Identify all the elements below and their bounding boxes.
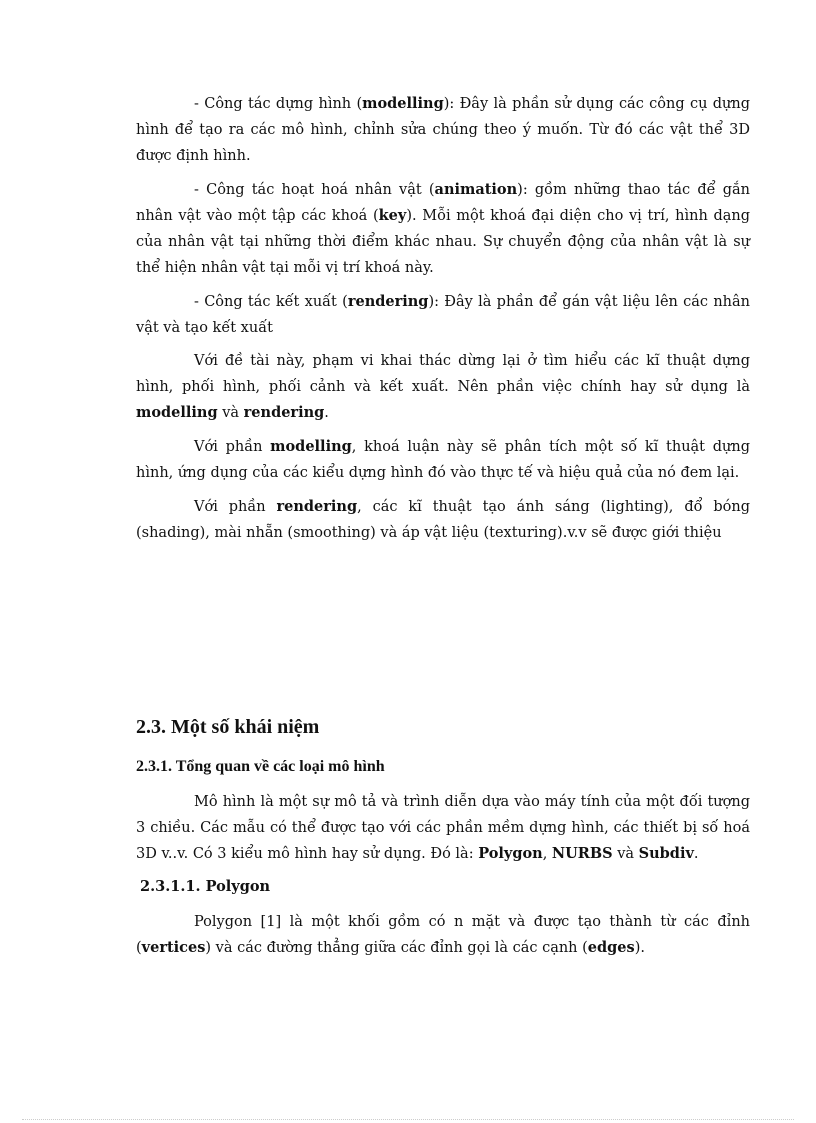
paragraph-text bbox=[136, 177, 750, 281]
paragraph-text bbox=[136, 434, 750, 486]
paragraph-model-overview bbox=[136, 789, 750, 867]
text-run: - Công tác kết xuất ( bbox=[194, 294, 348, 310]
paragraph-rendering-techniques bbox=[136, 494, 750, 546]
text-run: ) và các đường thẳng giữa các đỉnh gọi là các cạnh ( bbox=[205, 940, 588, 956]
text-run: và bbox=[217, 405, 244, 421]
text-run: , khoá luận này sẽ phân tích một số kĩ thuật dựng hình, ứng dụng của các kiểu dựng hình đó vào thực tế và hiệu quả của nó đem lại. bbox=[136, 439, 750, 481]
text-run: - Công tác dựng hình ( bbox=[194, 96, 363, 112]
bold-term: key bbox=[378, 207, 407, 224]
bold-term: edges bbox=[587, 939, 635, 956]
paragraph-rendering-task bbox=[136, 289, 750, 341]
text-run: . bbox=[693, 846, 699, 862]
text-run: , bbox=[542, 846, 552, 862]
paragraph-modelling-task bbox=[136, 91, 750, 169]
bold-term: rendering bbox=[276, 498, 358, 515]
paragraph-text bbox=[136, 494, 750, 546]
text-run: Với phần bbox=[194, 439, 271, 455]
bold-term: animation bbox=[434, 181, 518, 198]
text-run: Với phần bbox=[194, 499, 277, 515]
text-run: . bbox=[324, 405, 329, 421]
text-run: - Công tác hoạt hoá nhân vật ( bbox=[194, 182, 435, 198]
text-run: và bbox=[612, 846, 639, 862]
paragraph-text bbox=[136, 91, 750, 169]
bold-term: rendering bbox=[347, 293, 429, 310]
text-run: ): gồm những thao tác để gắn nhân vật vào một tập các khoá ( bbox=[136, 182, 751, 224]
text-run: Với đề tài này, phạm vi khai thác dừng lại ở tìm hiểu các kĩ thuật dựng hình, phối hình, phối cảnh và kết xuất. Nên phần việc chính hay sử dụng là bbox=[136, 353, 750, 395]
section-heading: 2.3. Một số khái niệm bbox=[136, 716, 320, 738]
paragraph-text bbox=[136, 348, 750, 426]
paragraph-scope bbox=[136, 348, 750, 426]
bold-term: Subdiv bbox=[638, 845, 694, 862]
text-run: Polygon [1] là một khối gồm có n mặt và được tạo thành từ các đỉnh ( bbox=[136, 914, 750, 956]
paragraph-text bbox=[136, 909, 750, 961]
page-bottom-divider bbox=[22, 1119, 794, 1120]
bold-term: modelling bbox=[270, 438, 352, 455]
text-run: , các kĩ thuật tạo ánh sáng (lighting), đổ bóng (shading), mài nhẵn (smoothing) và áp vật liệu (texturing).v.v sẽ được giới thiệu bbox=[136, 499, 750, 541]
text-run: ). Mỗi một khoá đại diện cho vị trí, hình dạng của nhân vật tại những thời điểm khác nhau. Sự chuyển động của nhân vật là sự thể hiện nhân vật tại mỗi vị trí khoá này. bbox=[136, 208, 750, 276]
paragraph-modelling-analysis bbox=[136, 434, 750, 486]
text-run: ): Đây là phần sử dụng các công cụ dựng hình để tạo ra các mô hình, chỉnh sửa chúng theo ý muốn. Từ đó các vật thể 3D được định hình. bbox=[136, 96, 750, 164]
bold-term: Polygon bbox=[478, 845, 543, 862]
bold-term: rendering bbox=[243, 404, 325, 421]
bold-term: NURBS bbox=[551, 845, 613, 862]
bold-term: modelling bbox=[136, 404, 218, 421]
paragraph-animation-task bbox=[136, 177, 750, 281]
bold-term: vertices bbox=[141, 939, 206, 956]
paragraph-polygon-definition bbox=[136, 909, 750, 961]
text-run: Mô hình là một sự mô tả và trình diễn dựa vào máy tính của một đối tượng 3 chiều. Các mẫu có thể được tạo với các phần mềm dựng hình, các thiết bị số hoá 3D v..v. Có 3 kiểu mô hình hay sử dụng. Đó là: bbox=[136, 794, 750, 862]
text-run: ): Đây là phần để gán vật liệu lên các nhân vật và tạo kết xuất bbox=[136, 294, 751, 336]
bold-term: modelling bbox=[362, 95, 444, 112]
paragraph-text bbox=[136, 289, 750, 341]
subsection-heading: 2.3.1. Tổng quan về các loại mô hình bbox=[136, 758, 385, 775]
text-run: ). bbox=[634, 940, 645, 956]
paragraph-text bbox=[136, 789, 750, 867]
subsubsection-heading: 2.3.1.1. Polygon bbox=[140, 878, 271, 895]
